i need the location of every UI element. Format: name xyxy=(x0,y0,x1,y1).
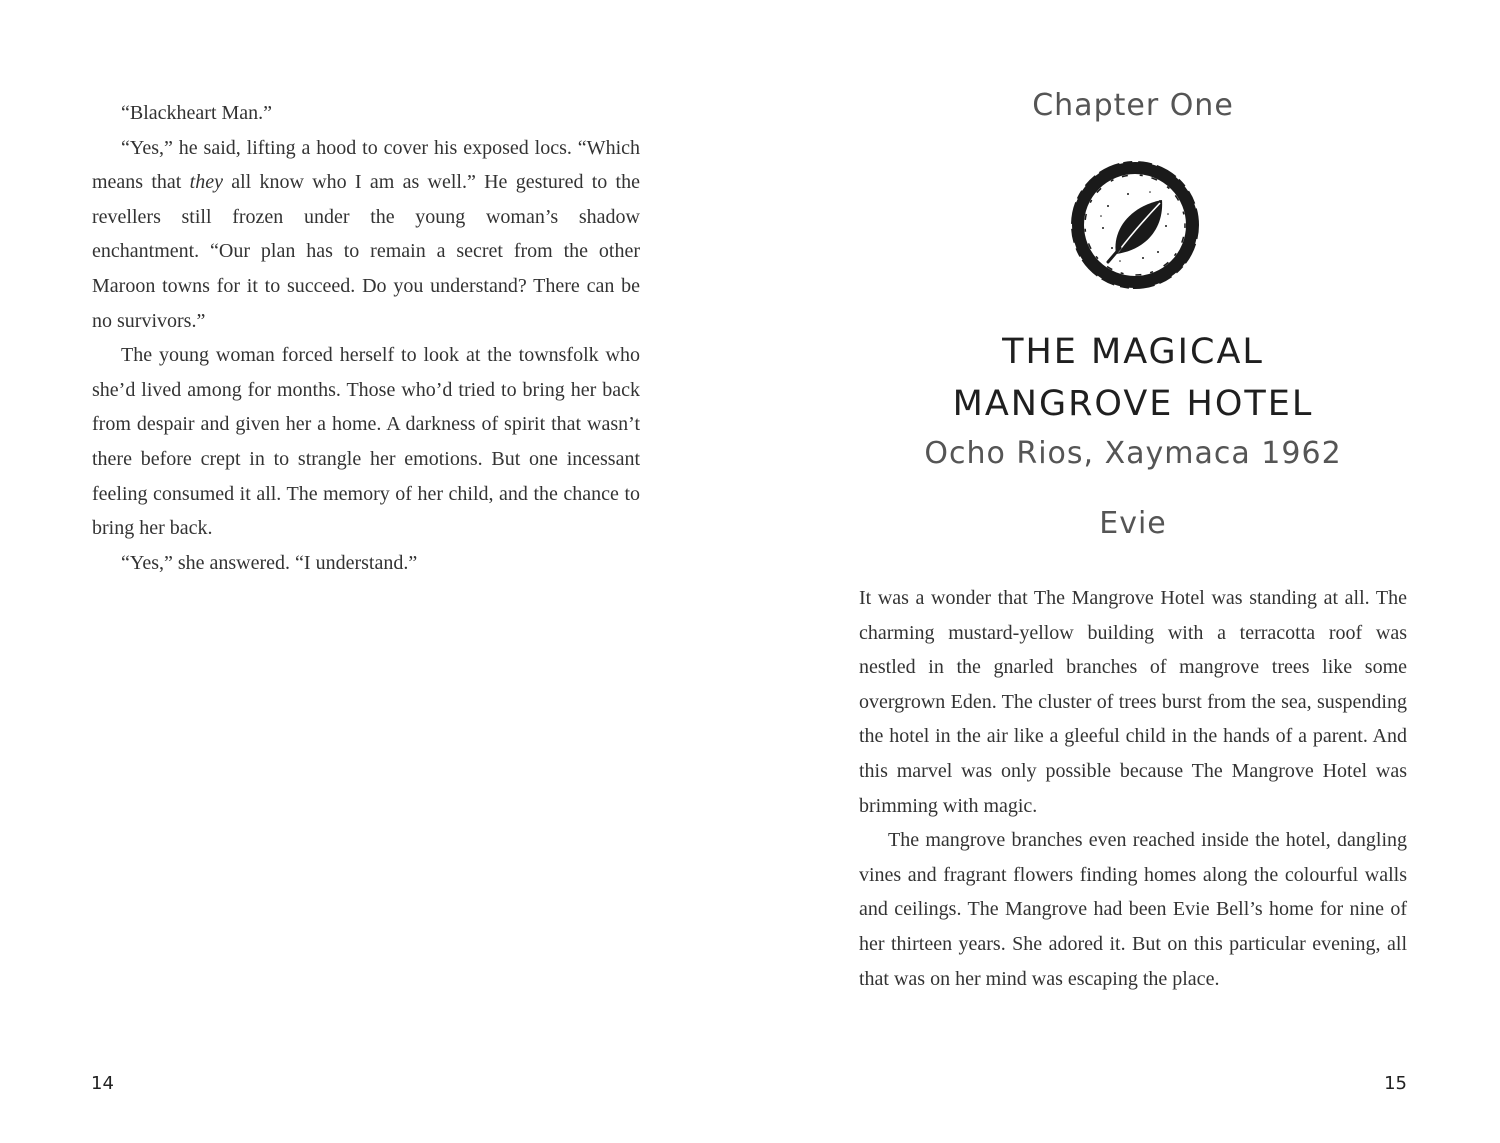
left-page-body xyxy=(92,96,640,580)
chapter-pov: Evie xyxy=(1099,506,1167,541)
paragraph-text: “Yes,” she answered. “I understand.” xyxy=(121,551,418,574)
paragraph xyxy=(859,823,1407,996)
italic-text: they xyxy=(189,171,223,194)
leaf-emblem-icon xyxy=(1068,156,1202,294)
chapter-title-line: THE MAGICAL xyxy=(1002,332,1264,372)
chapter-place: Ocho Rios, Xaymaca 1962 xyxy=(924,436,1342,471)
right-page xyxy=(750,0,1500,1143)
paragraph xyxy=(859,581,1407,823)
paragraph xyxy=(92,96,640,131)
page-number-left: 14 xyxy=(91,1073,114,1094)
paragraph xyxy=(92,338,640,546)
right-page-body xyxy=(859,581,1407,996)
paragraph xyxy=(92,131,640,339)
chapter-label: Chapter One xyxy=(1032,88,1234,123)
page-number-right: 15 xyxy=(1384,1073,1407,1094)
paragraph-text: all know who I am as well.” He gestured to the revellers still frozen under the young woman’s shadow enchantment. “Our plan has to remain a secret from the other Maroon towns for it to succeed. Do you understand? There can be no survivors.” xyxy=(92,171,640,332)
paragraph-text: It was a wonder that The Mangrove Hotel was standing at all. The charming mustard-yellow building with a terracotta roof was nestled in the gnarled branches of mangrove trees like some overgrown Eden. The cluster of trees burst from the sea, suspending the hotel in the air like a gleeful child in the hands of a parent. And this marvel was only possible because The Mangrove Hotel was brimming with magic. xyxy=(859,587,1407,817)
chapter-title-line: MANGROVE HOTEL xyxy=(952,384,1314,424)
chapter-title xyxy=(750,326,1500,430)
paragraph xyxy=(92,546,640,581)
paragraph-text: The mangrove branches even reached inside the hotel, dangling vines and fragrant flowers finding homes along the colourful walls and ceilings. The Mangrove had been Evie Bell’s home for nine of her thirteen years. She adored it. But on this particular evening, all that was on her mind was escaping the place. xyxy=(859,829,1407,990)
paragraph-text: “Blackheart Man.” xyxy=(121,102,273,124)
paragraph-text: The young woman forced herself to look at the townsfolk who she’d lived among for months. Those who’d tried to bring her back from despair and given her a home. A darkness of spirit that wasn’t there before crept in to strangle her emotions. But one incessant feeling consumed it all. The memory of her child, and the chance to bring her back. xyxy=(92,344,640,540)
paragraph-text: “Yes,” he said, lifting a hood to cover his exposed locs. “Which means that xyxy=(92,136,640,194)
